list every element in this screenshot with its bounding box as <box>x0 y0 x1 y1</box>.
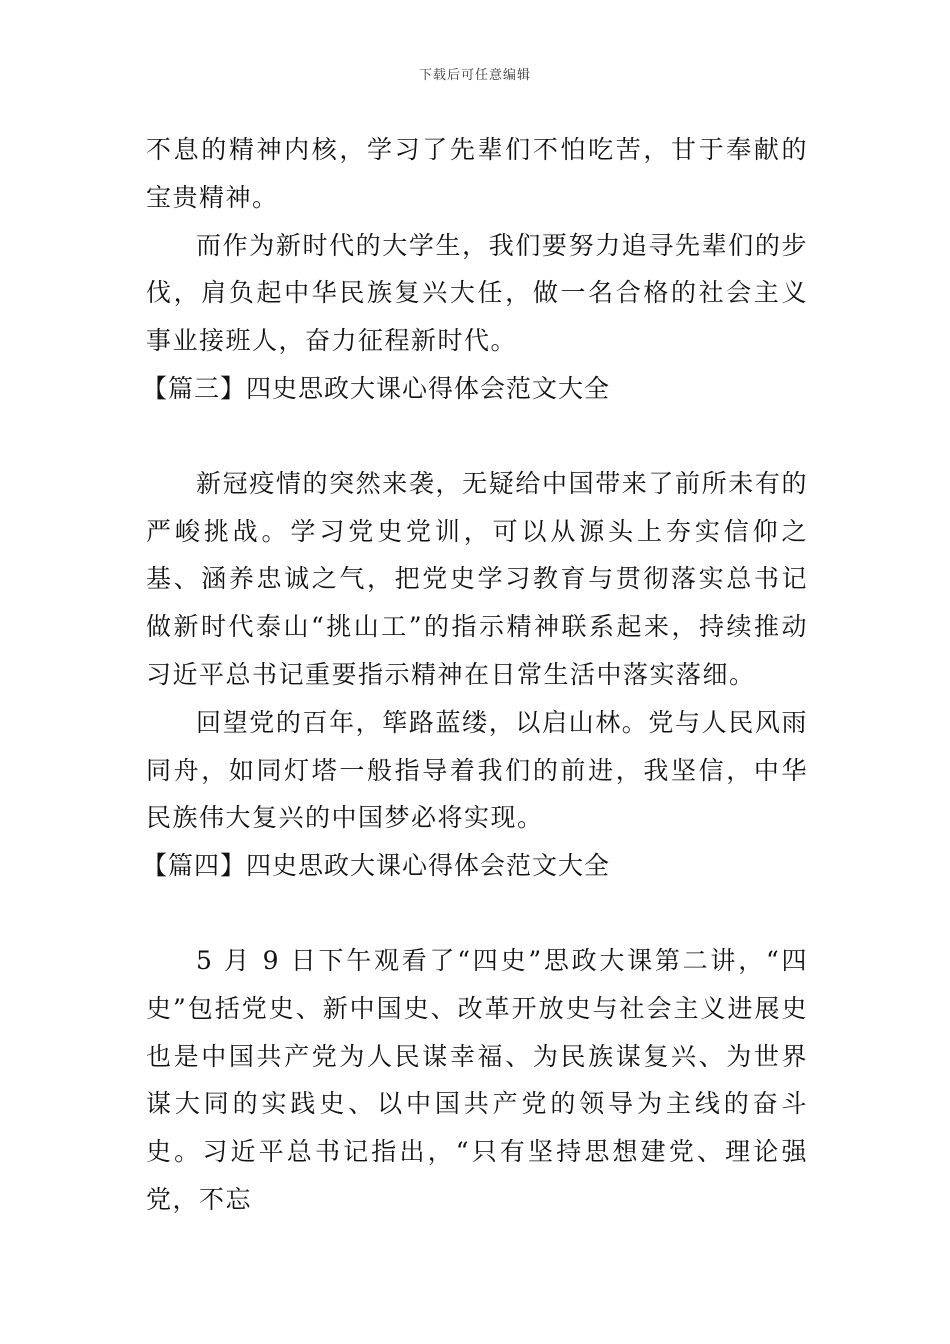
paragraph-covid-challenge: 新冠疫情的突然来袭，无疑给中国带来了前所未有的严峻挑战。学习党史党训，可以从源头上夯实信仰之基、涵养忠诚之气，把党史学习教育与贯彻落实总书记做新时代泰山“挑山工”的指示精神联系起来，持续推动习近平总书记重要指示精神在日常生活中落实落细。 <box>146 468 808 689</box>
section-title-part-three: 【篇三】四史思政大课心得体会范文大全 <box>142 373 611 403</box>
paragraph-four-histories: 5 月 9 日下午观看了“四史”思政大课第二讲，“四史”包括党史、新中国史、改革开放史与社会主义进展史也是中国共产党为人民谋幸福、为民族谋复兴、为世界谋大同的实践史、以中国共产党的领导为主线的奋斗史。习近平总书记指出，“只有坚持思想建党、理论强党，不忘 <box>146 945 808 1214</box>
blank-line <box>146 890 808 937</box>
page-header: 下载后可任意编辑 <box>418 68 531 83</box>
section-title-part-four: 【篇四】四史思政大课心得体会范文大全 <box>142 851 611 881</box>
paragraph-new-era-students: 而作为新时代的大学生，我们要努力追寻先辈们的步伐，肩负起中华民族复兴大任，做一名合格的社会主义事业接班人，奋力征程新时代。 <box>146 230 808 356</box>
document-body <box>142 126 808 1224</box>
paragraph-party-centenary: 回望党的百年，筚路蓝缕，以启山林。党与人民风雨同舟，如同灯塔一般指导着我们的前进，我坚信，中华民族伟大复兴的中国梦必将实现。 <box>146 707 808 833</box>
blank-line <box>146 413 808 460</box>
paragraph-continued: 不息的精神内核，学习了先辈们不怕吃苦，甘于奉献的宝贵精神。 <box>146 135 808 212</box>
